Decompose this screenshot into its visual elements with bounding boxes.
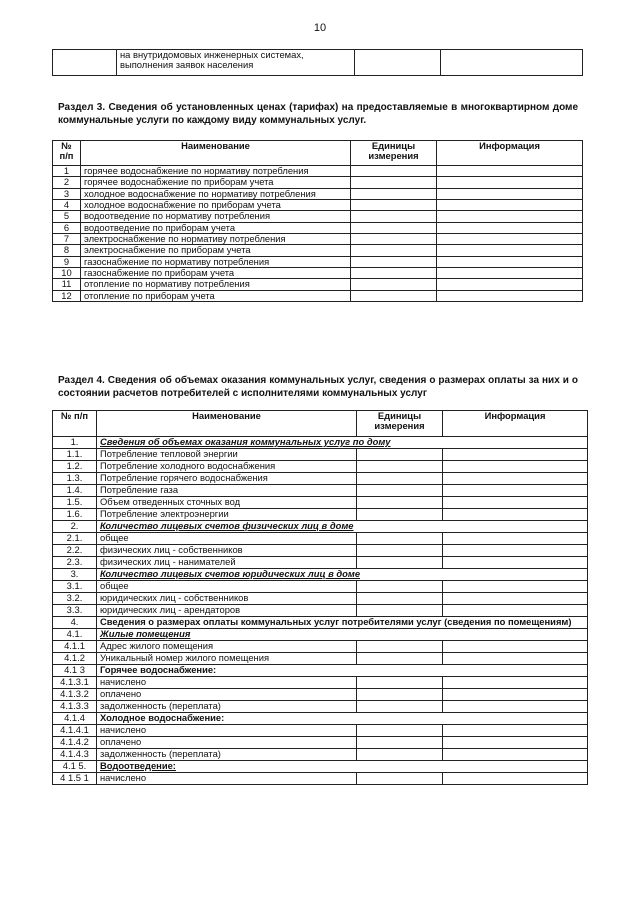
row-info [437,279,583,290]
row-unit [357,545,443,557]
table-row [53,725,588,737]
group-row [53,521,588,533]
row-name: отопление по приборам учета [81,290,351,301]
row-number: 3.1. [53,581,97,593]
row-name: горячее водоснабжение по приборам учета [81,177,351,188]
table-row [53,50,583,76]
row-number: 4.1.3.1 [53,677,97,689]
row-number: 4.1.1 [53,641,97,653]
row-info [443,737,588,749]
group-row [53,761,588,773]
row-name: Потребление холодного водоснабжения [97,461,357,473]
table-row [53,279,583,290]
row-name: Объем отведенных сточных вод [97,497,357,509]
row-name: Потребление горячего водоснабжения [97,473,357,485]
row-unit [357,509,443,521]
group-title: Количество лицевых счетов юридических лиц в доме [97,569,588,581]
row-name: электроснабжение по нормативу потребления [81,234,351,245]
header-unit: Единицы измерения [357,411,443,437]
row-info [443,653,588,665]
row-unit [357,497,443,509]
row-number: 1.4. [53,485,97,497]
row-name: Потребление тепловой энергии [97,449,357,461]
row-number: 4.1.3.3 [53,701,97,713]
row-unit [357,701,443,713]
table-row [53,509,588,521]
row-name: отопление по нормативу потребления [81,279,351,290]
row-info [443,557,588,569]
row-info [443,449,588,461]
group-title: Холодное водоснабжение: [97,713,588,725]
row-unit [357,461,443,473]
group-title: Горячее водоснабжение: [97,665,588,677]
row-unit [357,449,443,461]
table-row [53,473,588,485]
row-name: общее [97,533,357,545]
row-info [443,689,588,701]
table-row [53,449,588,461]
table-row [53,256,583,267]
row-name: Потребление газа [97,485,357,497]
row-number: 4.1. [53,629,97,641]
row-unit [351,234,437,245]
table-row [53,497,588,509]
row-unit [351,177,437,188]
row-info [437,290,583,301]
row-info [443,641,588,653]
row-number: 7 [53,234,81,245]
row-number: 4.1 5. [53,761,97,773]
row-number: 2 [53,177,81,188]
section-4-heading: Раздел 4. Сведения об объемах оказания коммунальных услуг, сведения о размерах оплаты за них и о состоянии расчетов потребителей с исполнителями коммунальных услуг [58,375,578,399]
row-unit [351,279,437,290]
row-number: 1.5. [53,497,97,509]
header-unit: Единицы измерения [351,141,437,166]
row-info [437,188,583,199]
table-row [53,234,583,245]
row-info [437,268,583,279]
row-info [443,677,588,689]
row-number: 1 [53,166,81,177]
table-row [53,268,583,279]
continued-table [52,49,583,76]
row-unit [355,50,441,76]
table-row [53,653,588,665]
row-info [437,245,583,256]
row-unit [357,773,443,785]
table-row [53,245,583,256]
header-info: Информация [437,141,583,166]
header-name: Наименование [97,411,357,437]
row-info [441,50,583,76]
table-row [53,641,588,653]
table-row [53,593,588,605]
row-unit [357,533,443,545]
row-number: 3. [53,569,97,581]
section-4-table [52,410,588,785]
table-row [53,177,583,188]
row-info [437,200,583,211]
row-number: 9 [53,256,81,267]
table-row [53,290,583,301]
row-number: 10 [53,268,81,279]
header-name: Наименование [81,141,351,166]
header-num: № п/п [53,411,97,437]
row-number: 4.1.4.2 [53,737,97,749]
table-row [53,545,588,557]
table-row [53,749,588,761]
row-number: 4 [53,200,81,211]
row-unit [357,737,443,749]
table-row [53,533,588,545]
row-number: 4. [53,617,97,629]
row-unit [357,473,443,485]
section-3-body [53,166,583,302]
row-name: электроснабжение по приборам учета [81,245,351,256]
row-info [443,605,588,617]
row-name: на внутридомовых инженерных системах, выполнения заявок населения [117,50,355,76]
row-unit [357,581,443,593]
row-number: 11 [53,279,81,290]
row-unit [357,485,443,497]
table-row [53,166,583,177]
row-number: 1.1. [53,449,97,461]
row-number: 6 [53,222,81,233]
row-name: оплачено [97,689,357,701]
row-number: 8 [53,245,81,256]
table-row [53,222,583,233]
row-unit [351,290,437,301]
table-row [53,677,588,689]
row-unit [351,166,437,177]
row-number: 4 1.5 1 [53,773,97,785]
group-title: Жилые помещения [97,629,588,641]
row-number: 3 [53,188,81,199]
row-info [443,701,588,713]
row-number: 12 [53,290,81,301]
row-unit [357,605,443,617]
row-info [437,177,583,188]
row-unit [357,641,443,653]
group-row [53,437,588,449]
group-title: Сведения о размерах оплаты коммунальных услуг потребителями услуг (сведения по помещениям) [97,617,588,629]
row-name: газоснабжение по приборам учета [81,268,351,279]
section-4-body [53,437,588,785]
row-info [443,593,588,605]
row-info [443,725,588,737]
group-row [53,713,588,725]
row-unit [351,200,437,211]
row-name: оплачено [97,737,357,749]
table-row [53,737,588,749]
row-info [443,533,588,545]
row-unit [357,725,443,737]
group-title: Водоотведение: [97,761,588,773]
group-title: Количество лицевых счетов физических лиц в доме [97,521,588,533]
row-name: задолженность (переплата) [97,701,357,713]
row-unit [357,653,443,665]
row-info [443,749,588,761]
table-header-row [53,411,588,437]
row-unit [351,188,437,199]
header-info: Информация [443,411,588,437]
row-name: начислено [97,773,357,785]
row-unit [351,268,437,279]
row-number: 4.1.3.2 [53,689,97,701]
row-name: Уникальный номер жилого помещения [97,653,357,665]
row-number: 3.2. [53,593,97,605]
row-info [443,509,588,521]
row-name: водоотведение по приборам учета [81,222,351,233]
row-number: 4.1 3 [53,665,97,677]
row-name: физических лиц - собственников [97,545,357,557]
row-name: водоотведение по нормативу потребления [81,211,351,222]
table-row [53,581,588,593]
row-info [443,581,588,593]
row-number [53,50,117,76]
row-number: 1.6. [53,509,97,521]
row-number: 1.3. [53,473,97,485]
row-unit [357,593,443,605]
row-info [437,166,583,177]
row-unit [357,677,443,689]
row-name: горячее водоснабжение по нормативу потребления [81,166,351,177]
row-number: 2.1. [53,533,97,545]
row-unit [351,211,437,222]
row-info [443,461,588,473]
header-num: № п/п [53,141,81,166]
section-3-table [52,140,583,302]
row-unit [357,689,443,701]
row-number: 2.2. [53,545,97,557]
row-number: 4.1.4.1 [53,725,97,737]
row-number: 4.1.4 [53,713,97,725]
page-number: 10 [313,22,327,34]
table-row [53,200,583,211]
row-info [437,211,583,222]
row-name: задолженность (переплата) [97,749,357,761]
table-row [53,605,588,617]
row-name: холодное водоснабжение по приборам учета [81,200,351,211]
row-number: 1. [53,437,97,449]
row-number: 1.2. [53,461,97,473]
row-unit [351,222,437,233]
row-name: газоснабжение по нормативу потребления [81,256,351,267]
row-number: 4.1.4.3 [53,749,97,761]
row-name: начислено [97,677,357,689]
group-row [53,665,588,677]
row-name: холодное водоснабжение по нормативу потребления [81,188,351,199]
table-row [53,689,588,701]
row-info [443,473,588,485]
table-row [53,461,588,473]
row-info [437,222,583,233]
row-name: начислено [97,725,357,737]
group-row [53,569,588,581]
row-name: общее [97,581,357,593]
row-unit [351,245,437,256]
row-name: юридических лиц - арендаторов [97,605,357,617]
table-row [53,557,588,569]
row-unit [357,749,443,761]
row-name: физических лиц - нанимателей [97,557,357,569]
row-number: 3.3. [53,605,97,617]
row-info [443,485,588,497]
row-number: 2. [53,521,97,533]
group-row [53,629,588,641]
table-row [53,485,588,497]
row-name: Потребление электроэнергии [97,509,357,521]
row-info [443,773,588,785]
row-info [437,256,583,267]
table-row [53,701,588,713]
row-number: 2.3. [53,557,97,569]
row-info [443,545,588,557]
row-name: юридических лиц - собственников [97,593,357,605]
table-header-row [53,141,583,166]
table-row [53,188,583,199]
row-number: 5 [53,211,81,222]
row-name: Адрес жилого помещения [97,641,357,653]
section-3-heading: Раздел 3. Сведения об установленных ценах (тарифах) на предоставляемые в многоквартирном доме коммунальные услуги по каждому виду коммунальных услуг. [58,102,578,126]
group-title: Сведения об объемах оказания коммунальных услуг по дому [97,437,588,449]
row-unit [357,557,443,569]
row-info [443,497,588,509]
row-number: 4.1.2 [53,653,97,665]
row-unit [351,256,437,267]
group-row [53,617,588,629]
table-row [53,773,588,785]
table-row [53,211,583,222]
row-info [437,234,583,245]
